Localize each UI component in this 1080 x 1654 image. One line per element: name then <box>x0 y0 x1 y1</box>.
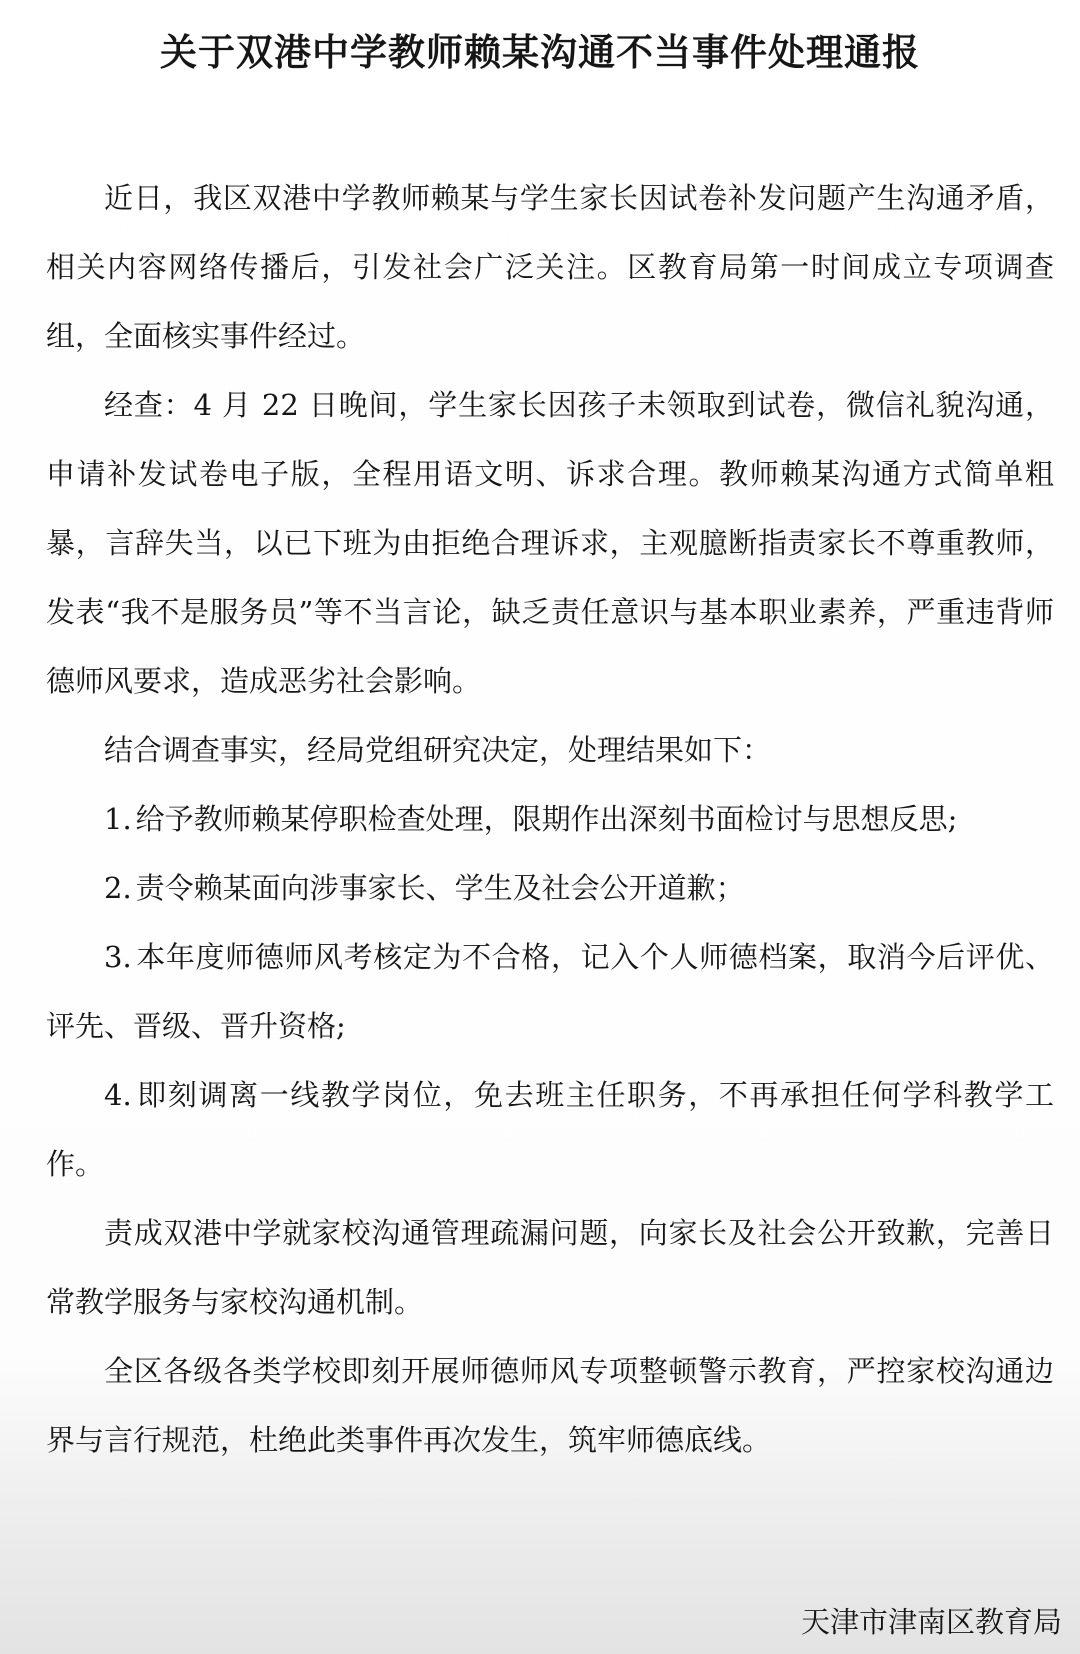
issuer-signature: 天津市津南区教育局 <box>800 1605 1062 1639</box>
decision-item-2 <box>46 854 1054 923</box>
decision-number: 2. <box>104 871 132 905</box>
decision-text: 即刻调离一线教学岗位，免去班主任职务，不再承担任何学科教学工作。 <box>46 1078 1054 1181</box>
decision-item-1 <box>46 785 1054 854</box>
notice-body <box>46 164 1054 1475</box>
decision-number: 1. <box>104 802 132 836</box>
decision-text: 责令赖某面向涉事家长、学生及社会公开道歉； <box>135 871 745 905</box>
decision-item-3 <box>46 923 1054 1061</box>
paragraph-school-responsibility: 责成双港中学就家校沟通管理疏漏问题，向家长及社会公开致歉，完善日常教学服务与家校沟通机制。 <box>46 1216 1054 1319</box>
decision-text: 本年度师德师风考核定为不合格，记入个人师德档案，取消今后评优、评先、晋级、晋升资格; <box>46 940 1054 1043</box>
notice-title: 关于双港中学教师赖某沟通不当事件处理通报 <box>160 30 920 74</box>
paragraph-background: 近日，我区双港中学教师赖某与学生家长因试卷补发问题产生沟通矛盾，相关内容网络传播后，引发社会广泛关注。区教育局第一时间成立专项调查组，全面核实事件经过。 <box>46 181 1054 353</box>
decision-item-4 <box>46 1061 1054 1199</box>
paragraph-decision-intro: 结合调查事实，经局党组研究决定，处理结果如下： <box>104 733 772 767</box>
decision-text: 给予教师赖某停职检查处理，限期作出深刻书面检讨与思想反思; <box>135 802 958 836</box>
decision-number: 4. <box>104 1078 132 1112</box>
decision-number: 3. <box>104 940 132 974</box>
paragraph-district-rectification: 全区各级各类学校即刻开展师德师风专项整顿警示教育，严控家校沟通边界与言行规范，杜绝此类事件再次发生，筑牢师德底线。 <box>46 1354 1054 1457</box>
paragraph-findings: 经查：4 月 22 日晚间，学生家长因孩子未领取到试卷，微信礼貌沟通，申请补发试卷电子版，全程用语文明、诉求合理。教师赖某沟通方式简单粗暴，言辞失当，以已下班为由拒绝合理诉求，主观臆断指责家长不尊重教师，发表“我不是服务员”等不当言论，缺乏责任意识与基本职业素养，严重违背师德师风要求，造成恶劣社会影响。 <box>46 388 1054 698</box>
